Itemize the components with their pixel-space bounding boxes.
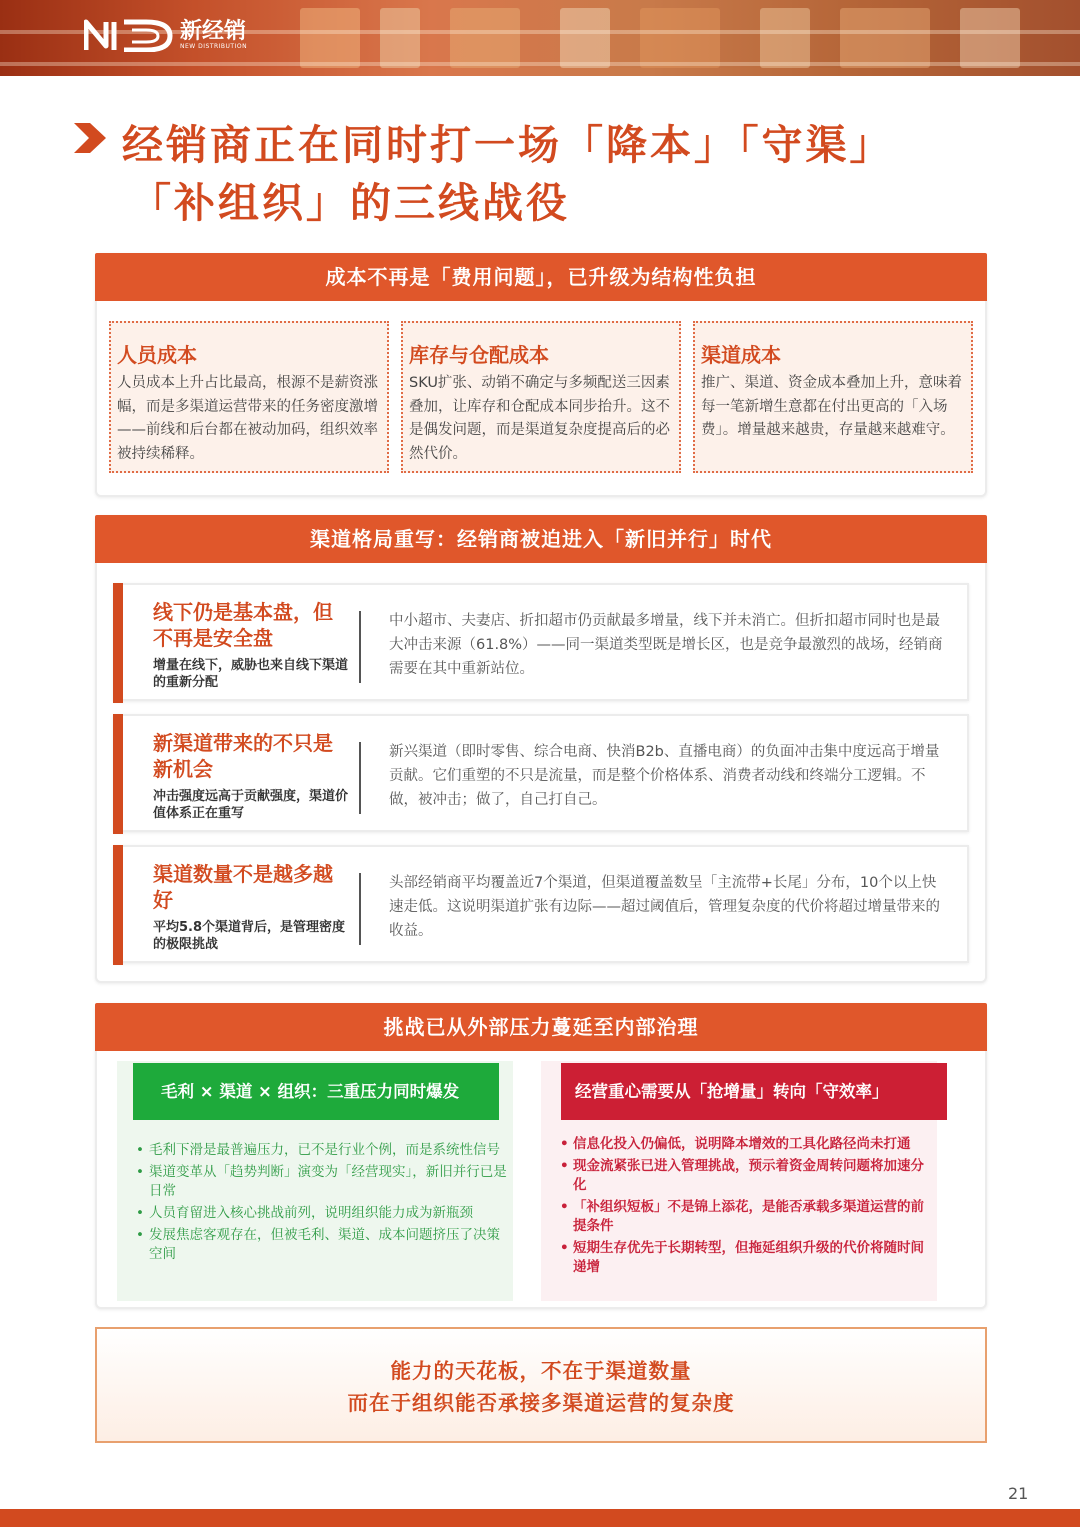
row-body: 中小超市、夫妻店、折扣超市仍贡献最多增量，线下并未消亡。但折扣超市同时也是最大冲击来源（61.8%）——同一渠道类型既是增长区，也是竞争最激烈的战场，经销商需要在其中重新站位。: [389, 613, 943, 677]
focus-column: [541, 1061, 937, 1301]
page-title-line2: 「补组织」的三线战役: [130, 179, 570, 227]
section-challenge: [95, 1003, 987, 1309]
conclusion-line: 能力的天花板，不在于渠道数量: [390, 1359, 692, 1383]
cost-card: [693, 321, 973, 473]
page-number: 21: [1008, 1484, 1029, 1503]
list-item: • 信息化投入仍偏低，说明降本增效的工具化路径尚未打通: [557, 1135, 933, 1154]
brand-logo: [84, 18, 247, 52]
focus-list: [557, 1135, 933, 1280]
section-heading: 成本不再是「费用问题」，已升级为结构性负担: [95, 253, 987, 301]
cost-card: [401, 321, 681, 473]
pressure-column-heading: 毛利 × 渠道 × 组织：三重压力同时爆发: [133, 1063, 499, 1120]
banner-shelf-line: [0, 62, 1080, 66]
banner-decoration: [300, 8, 360, 68]
cost-card-body: 推广、渠道、资金成本叠加上升，意味着每一笔新增生意都在付出更高的「入场费」。增量越来越贵，存量越来越难守。: [701, 375, 962, 438]
chevron-right-icon: [72, 121, 108, 155]
section-heading: 挑战已从外部压力蔓延至内部治理: [95, 1003, 987, 1051]
channel-row: [113, 714, 969, 832]
row-title: 线下仍是基本盘，但不再是安全盘: [153, 600, 333, 650]
row-subtitle: 冲击强度远高于贡献强度，渠道价值体系正在重写: [153, 789, 349, 821]
row-subtitle: 增量在线下，威胁也来自线下渠道的重新分配: [153, 658, 349, 690]
row-accent-bar: [113, 583, 123, 703]
cost-card: [109, 321, 389, 473]
brand-mark-icon: [84, 18, 174, 52]
banner-decoration: [380, 8, 420, 68]
cost-card-title: 库存与仓配成本: [409, 343, 549, 367]
row-accent-bar: [113, 845, 123, 965]
header-banner: [0, 0, 1080, 76]
banner-decoration: [840, 8, 930, 68]
cost-card-title: 渠道成本: [701, 343, 781, 367]
channel-row: [113, 845, 969, 963]
row-body: 新兴渠道（即时零售、综合电商、快消B2b、直播电商）的负面冲击集中度远高于增量贡献。它们重塑的不只是流量，而是整个价格体系、消费者动线和终端分工逻辑。不做，被冲击；做了，自己打自己。: [389, 744, 940, 808]
focus-column-heading: 经营重心需要从「抢增量」转向「守效率」: [561, 1063, 947, 1120]
logo-subtext: NEW DISTRIBUTION: [180, 42, 248, 50]
row-divider: [359, 611, 361, 683]
list-item: • 渠道变革从「趋势判断」演变为「经营现实」，新旧并行已是日常: [133, 1163, 509, 1201]
cost-card-body: 人员成本上升占比最高，根源不是薪资涨幅，而是多渠道运营带来的任务密度激增——前线和后台都在被动加码，组织效率被持续稀释。: [117, 375, 378, 462]
row-body: 头部经销商平均覆盖近7个渠道，但渠道覆盖数呈「主流带+长尾」分布，10个以上快速走低。这说明渠道扩张有边际——超过阈值后，管理复杂度的代价将超过增量带来的收益。: [389, 875, 940, 939]
banner-decoration: [960, 8, 1020, 68]
list-item: • 发展焦虑客观存在，但被毛利、渠道、成本问题挤压了决策空间: [133, 1226, 509, 1264]
list-item: • 短期生存优先于长期转型，但拖延组织升级的代价将随时间递增: [557, 1239, 933, 1277]
banner-decoration: [450, 8, 520, 68]
footer-bar: [0, 1509, 1080, 1527]
section-heading: 渠道格局重写：经销商被迫进入「新旧并行」时代: [95, 515, 987, 563]
conclusion-line: 而在于组织能否承接多渠道运营的复杂度: [347, 1391, 735, 1415]
row-subtitle: 平均5.8个渠道背后，是管理密度的极限挑战: [153, 920, 346, 952]
banner-decoration: [760, 8, 810, 68]
banner-decoration: [640, 8, 720, 68]
list-item: • 现金流紧张已进入管理挑战，预示着资金周转问题将加速分化: [557, 1157, 933, 1195]
cost-card-title: 人员成本: [117, 343, 197, 367]
banner-decoration: [560, 8, 610, 68]
logo-text: 新经销: [180, 18, 247, 44]
pressure-list: [133, 1141, 509, 1267]
row-accent-bar: [113, 714, 123, 834]
cost-card-body: SKU扩张、动销不确定与多频配送三因素叠加，让库存和仓配成本同步抬升。这不是偶发问题，而是渠道复杂度提高后的必然代价。: [409, 375, 670, 462]
row-title: 渠道数量不是越多越好: [153, 862, 333, 912]
channel-row: [113, 583, 969, 701]
list-item: • 毛利下滑是最普遍压力，已不是行业个例，而是系统性信号: [133, 1141, 509, 1160]
pressure-column: [117, 1061, 513, 1301]
row-divider: [359, 873, 361, 945]
section-channel: [95, 515, 987, 983]
list-item: • 人员育留进入核心挑战前列，说明组织能力成为新瓶颈: [133, 1204, 509, 1223]
section-cost: [95, 253, 987, 497]
page-title: 经销商正在同时打一场「降本」「守渠」: [122, 121, 894, 169]
conclusion-box: [95, 1327, 987, 1443]
list-item: • 「补组织短板」不是锦上添花，是能否承载多渠道运营的前提条件: [557, 1198, 933, 1236]
row-title: 新渠道带来的不只是新机会: [153, 731, 333, 781]
row-divider: [359, 742, 361, 814]
